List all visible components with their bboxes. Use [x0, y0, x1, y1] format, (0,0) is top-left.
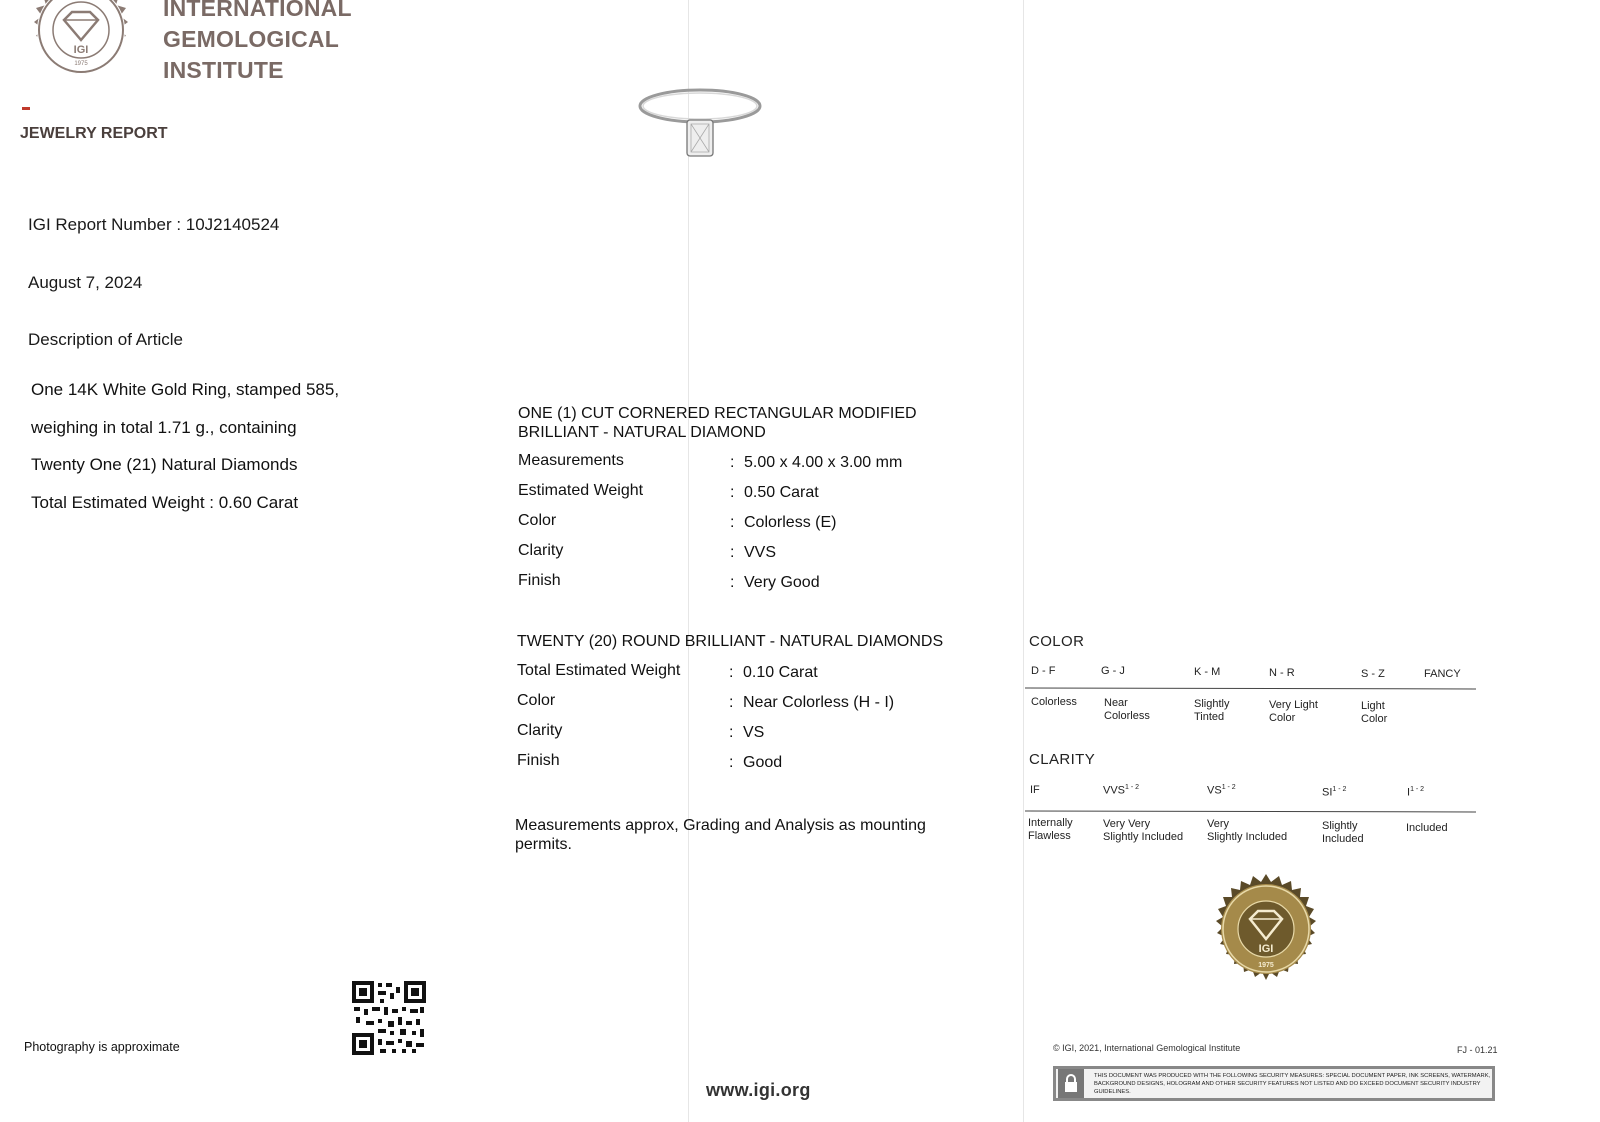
- color-scale-rule: [1025, 688, 1476, 690]
- clarity-code-sup: 1 - 2: [1332, 786, 1347, 793]
- row-colon: :: [730, 454, 735, 471]
- description-heading: Description of Article: [28, 330, 183, 349]
- description-line: One 14K White Gold Ring, stamped 585,: [31, 380, 340, 399]
- clarity-grade-code: [1207, 784, 1236, 797]
- clarity-grade-code: [1030, 784, 1040, 796]
- color-grade-code: N - R: [1269, 667, 1295, 679]
- row-label: Clarity: [517, 722, 563, 739]
- row-label: Finish: [517, 752, 560, 769]
- row-colon: :: [730, 514, 735, 531]
- svg-text:IGI: IGI: [73, 44, 89, 56]
- color-grade-code: S - Z: [1361, 668, 1385, 680]
- security-text-line: BACKGROUND DESIGNS, HOLOGRAM AND OTHER SECURITY FEATURES NOT LISTED AND DO EXCEED DOCUMENT SECURITY INDUSTRY GUIDELINES.: [1094, 1080, 1481, 1095]
- row-value: 0.10 Carat: [743, 664, 818, 681]
- color-grade-desc-line: Color: [1361, 713, 1388, 725]
- row-value: VVS: [744, 544, 777, 561]
- color-grade-code: FANCY: [1424, 668, 1461, 680]
- clarity-scale-title: CLARITY: [1029, 751, 1096, 768]
- color-grade-desc: [1104, 697, 1150, 723]
- row-colon: :: [730, 574, 735, 591]
- comment-line-1: Measurements approx, Grading and Analysis as mounting: [515, 817, 926, 834]
- row-label: Total Estimated Weight: [517, 662, 681, 679]
- clarity-grade-code: [1103, 784, 1139, 797]
- description-line: Total Estimated Weight : 0.60 Carat: [31, 492, 299, 512]
- clarity-code-text: VVS: [1103, 784, 1126, 797]
- clarity-code-sup: 1 - 2: [1221, 784, 1236, 791]
- description-of-article: [31, 371, 339, 521]
- color-grade-code: D - F: [1031, 665, 1056, 677]
- row-colon: :: [729, 664, 734, 681]
- clarity-scale: [1025, 778, 1480, 848]
- clarity-code-text: VS: [1207, 784, 1222, 797]
- comment-line-2: permits.: [515, 836, 572, 853]
- lock-icon: [1058, 1069, 1084, 1098]
- color-scale-title: COLOR: [1029, 633, 1085, 650]
- clarity-grade-desc-line: Slightly Included: [1207, 831, 1288, 843]
- clarity-grade-desc: [1322, 820, 1364, 846]
- row-label: Measurements: [518, 452, 624, 469]
- svg-text:1975: 1975: [1258, 962, 1274, 969]
- center-stone-heading: [518, 404, 917, 442]
- row-colon: :: [730, 484, 735, 501]
- igi-seal-icon: [16, 0, 146, 104]
- row-colon: :: [730, 544, 735, 561]
- clarity-grade-desc-line: Included: [1406, 822, 1448, 834]
- side-stones-table: [517, 662, 997, 782]
- color-scale: [1025, 662, 1480, 732]
- form-code: FJ - 01.21: [1457, 1045, 1498, 1055]
- row-value: VS: [743, 724, 765, 741]
- description-line: weighing in total 1.71 g., containing: [31, 417, 297, 437]
- gold-seal-icon: [1203, 873, 1329, 999]
- side-stones-heading: TWENTY (20) ROUND BRILLIANT - NATURAL DIAMONDS: [517, 633, 944, 650]
- color-grade-desc: [1361, 700, 1387, 726]
- clarity-code-sup: 1 - 2: [1410, 786, 1425, 793]
- clarity-grade-desc: [1207, 818, 1287, 844]
- row-colon: :: [729, 754, 734, 771]
- color-grade-desc-line: Very Light: [1269, 699, 1318, 711]
- center-stone-table: [518, 452, 998, 602]
- color-grade-code: K - M: [1194, 666, 1221, 678]
- report-title: JEWELRY REPORT: [20, 125, 168, 142]
- logo-line-1: INTERNATIONAL: [163, 0, 352, 21]
- svg-text:1975: 1975: [74, 61, 88, 67]
- row-label: Finish: [518, 572, 561, 589]
- security-notice: [1053, 1066, 1495, 1101]
- clarity-code-sup: 1 - 2: [1125, 784, 1140, 791]
- fold-line-right: [1023, 0, 1024, 1122]
- color-grade-desc-line: Colorless: [1104, 710, 1150, 722]
- clarity-code-text: I: [1407, 786, 1411, 799]
- photography-note: Photography is approximate: [24, 1040, 180, 1054]
- logo-line-3: INSTITUTE: [163, 57, 284, 83]
- color-grade-desc-line: Color: [1269, 712, 1296, 724]
- report-date: August 7, 2024: [28, 273, 143, 292]
- clarity-grade-code: [1407, 786, 1424, 799]
- clarity-grade-desc: [1103, 818, 1183, 844]
- row-value: Colorless (E): [744, 514, 837, 531]
- qr-code-icon[interactable]: [352, 981, 426, 1055]
- row-value: Near Colorless (H - I): [743, 694, 895, 711]
- color-grade-desc-line: Colorless: [1031, 696, 1077, 708]
- clarity-grade-desc-line: Slightly: [1322, 820, 1358, 832]
- color-grade-desc-line: Light: [1361, 700, 1385, 712]
- clarity-grade-desc-line: Very: [1207, 818, 1230, 830]
- description-line: Twenty One (21) Natural Diamonds: [31, 455, 298, 474]
- color-grade-desc-line: Near: [1104, 697, 1128, 709]
- clarity-grade-desc-line: Slightly Included: [1103, 831, 1184, 843]
- copyright-note: © IGI, 2021, International Gemological Institute: [1053, 1043, 1241, 1053]
- institute-logo-text: [163, 0, 352, 86]
- row-label: Color: [517, 692, 556, 709]
- red-mark: [22, 107, 30, 110]
- row-colon: :: [729, 694, 734, 711]
- center-stone-heading-line-1: ONE (1) CUT CORNERED RECTANGULAR MODIFIED: [518, 405, 917, 422]
- row-value: Good: [743, 754, 783, 771]
- svg-text:IGI: IGI: [1258, 943, 1274, 955]
- security-text: [1094, 1072, 1492, 1096]
- color-grade-desc-line: Slightly: [1194, 698, 1230, 710]
- row-label: Color: [518, 512, 557, 529]
- security-text-line: THIS DOCUMENT WAS PRODUCED WITH THE FOLLOWING SECURITY MEASURES: SPECIAL DOCUMENT PAPER, INK SCREENS, WATERMARK,: [1094, 1072, 1491, 1079]
- color-grade-desc: [1269, 699, 1318, 725]
- clarity-scale-rule: [1025, 811, 1476, 813]
- logo-line-2: GEMOLOGICAL: [163, 26, 339, 52]
- clarity-code-text: IF: [1030, 784, 1040, 796]
- ring-photo: [636, 80, 766, 162]
- clarity-grade-desc-line: Included: [1322, 833, 1364, 845]
- color-grade-desc: [1194, 698, 1229, 724]
- grading-comment: [515, 816, 926, 854]
- clarity-grade-desc-line: Flawless: [1028, 830, 1071, 842]
- row-label: Estimated Weight: [518, 482, 644, 499]
- row-value: Very Good: [744, 574, 820, 591]
- clarity-grade-desc: [1028, 817, 1073, 843]
- row-value: 0.50 Carat: [744, 484, 819, 501]
- row-colon: :: [729, 724, 734, 741]
- color-grade-code: G - J: [1101, 665, 1125, 677]
- center-stone-heading-line-2: BRILLIANT - NATURAL DIAMOND: [518, 424, 766, 441]
- website-link[interactable]: www.igi.org: [706, 1080, 811, 1100]
- row-label: Clarity: [518, 542, 564, 559]
- clarity-grade-code: [1322, 786, 1346, 799]
- color-grade-desc-line: Tinted: [1194, 711, 1225, 723]
- color-grade-desc: [1031, 696, 1077, 709]
- row-value: 5.00 x 4.00 x 3.00 mm: [744, 454, 903, 471]
- clarity-grade-desc-line: Very Very: [1103, 818, 1151, 830]
- clarity-grade-desc-line: Internally: [1028, 817, 1073, 829]
- report-number: IGI Report Number : 10J2140524: [28, 215, 280, 234]
- clarity-code-text: SI: [1322, 786, 1333, 799]
- clarity-grade-desc: [1406, 822, 1448, 835]
